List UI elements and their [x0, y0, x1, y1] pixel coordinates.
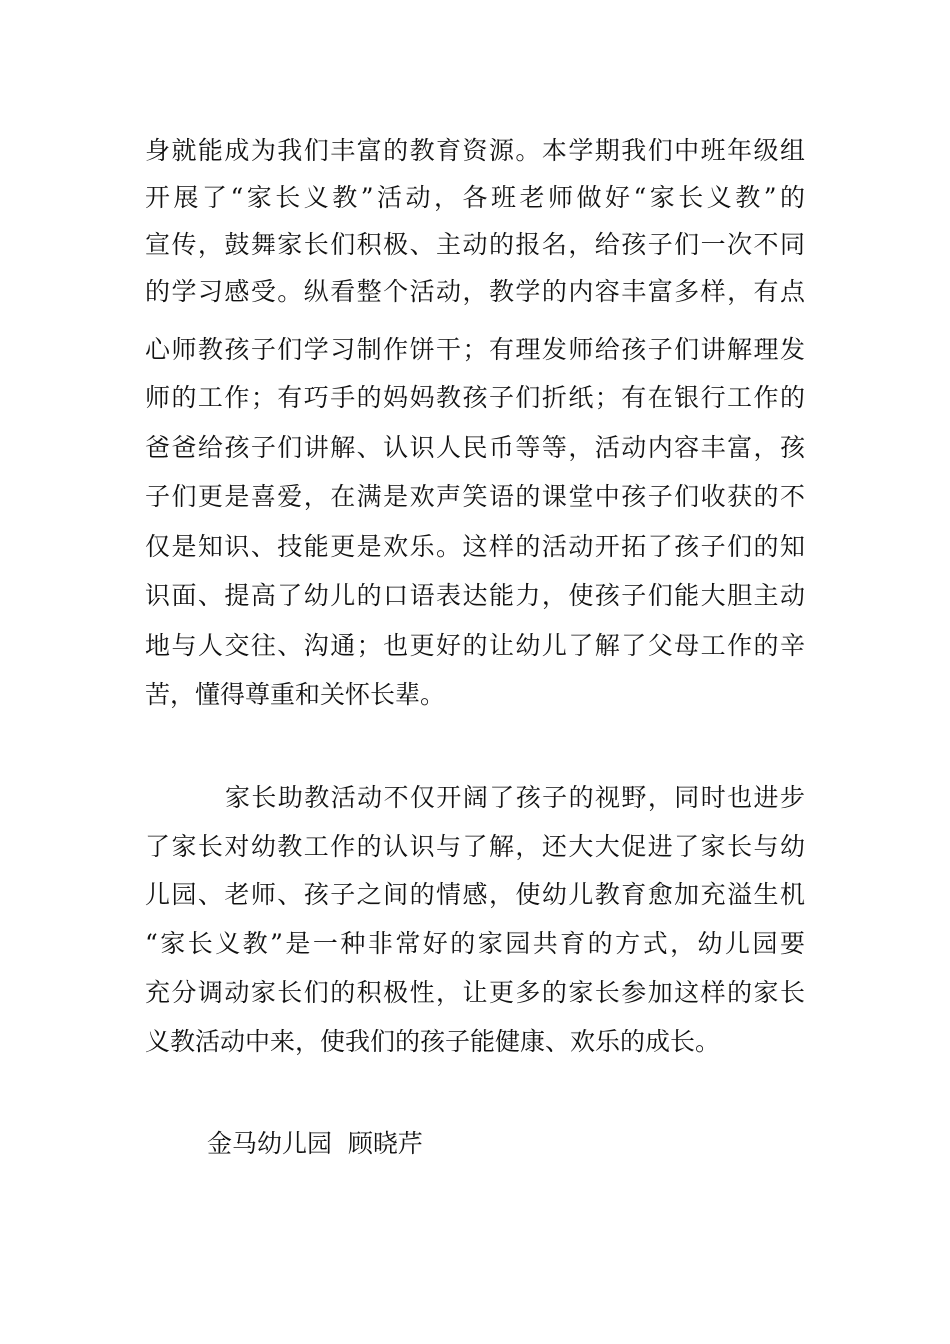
- text-line: 识面、提高了幼儿的口语表达能力，使孩子们能大胆主动: [145, 581, 805, 610]
- text-line: 义教活动中来，使我们的孩子能健康、欢乐的成长。: [145, 1027, 721, 1056]
- text-line: 心师教孩子们学习制作饼干；有理发师给孩子们讲解理发: [145, 335, 805, 364]
- text-line: 仅是知识、技能更是欢乐。这样的活动开拓了孩子们的知: [145, 532, 805, 561]
- text-line: 宣传，鼓舞家长们积极、主动的报名，给孩子们一次不同: [145, 230, 805, 259]
- text-line: “家长义教”是一种非常好的家园共育的方式，幼儿园要: [145, 929, 805, 958]
- text-line: 儿园、老师、孩子之间的情感，使幼儿教育愈加充溢生机: [145, 880, 805, 909]
- text-line: 了家长对幼教工作的认识与了解，还大大促进了家长与幼: [145, 832, 805, 861]
- text-line: 地与人交往、沟通；也更好的让幼儿了解了父母工作的辛: [145, 631, 805, 660]
- text-line: 家长助教活动不仅开阔了孩子的视野，同时也进步: [225, 783, 805, 812]
- text-line: 的学习感受。纵看整个活动，教学的内容丰富多样，有点: [145, 277, 805, 306]
- text-line: 开展了“家长义教”活动，各班老师做好“家长义教”的: [145, 183, 805, 212]
- text-line: 爸爸给孩子们讲解、认识人民币等等，活动内容丰富，孩: [145, 433, 805, 462]
- text-line: 充分调动家长们的积极性，让更多的家长参加这样的家长: [145, 978, 805, 1007]
- text-line: 苦，懂得尊重和关怀长辈。: [145, 680, 446, 709]
- text-line: 子们更是喜爱，在满是欢声笑语的课堂中孩子们收获的不: [145, 482, 805, 511]
- signature: 金马幼儿园 顾晓芹: [207, 1129, 423, 1158]
- text-line: 身就能成为我们丰富的教育资源。本学期我们中班年级组: [145, 136, 805, 165]
- text-line: 师的工作；有巧手的妈妈教孩子们折纸；有在银行工作的: [145, 383, 805, 412]
